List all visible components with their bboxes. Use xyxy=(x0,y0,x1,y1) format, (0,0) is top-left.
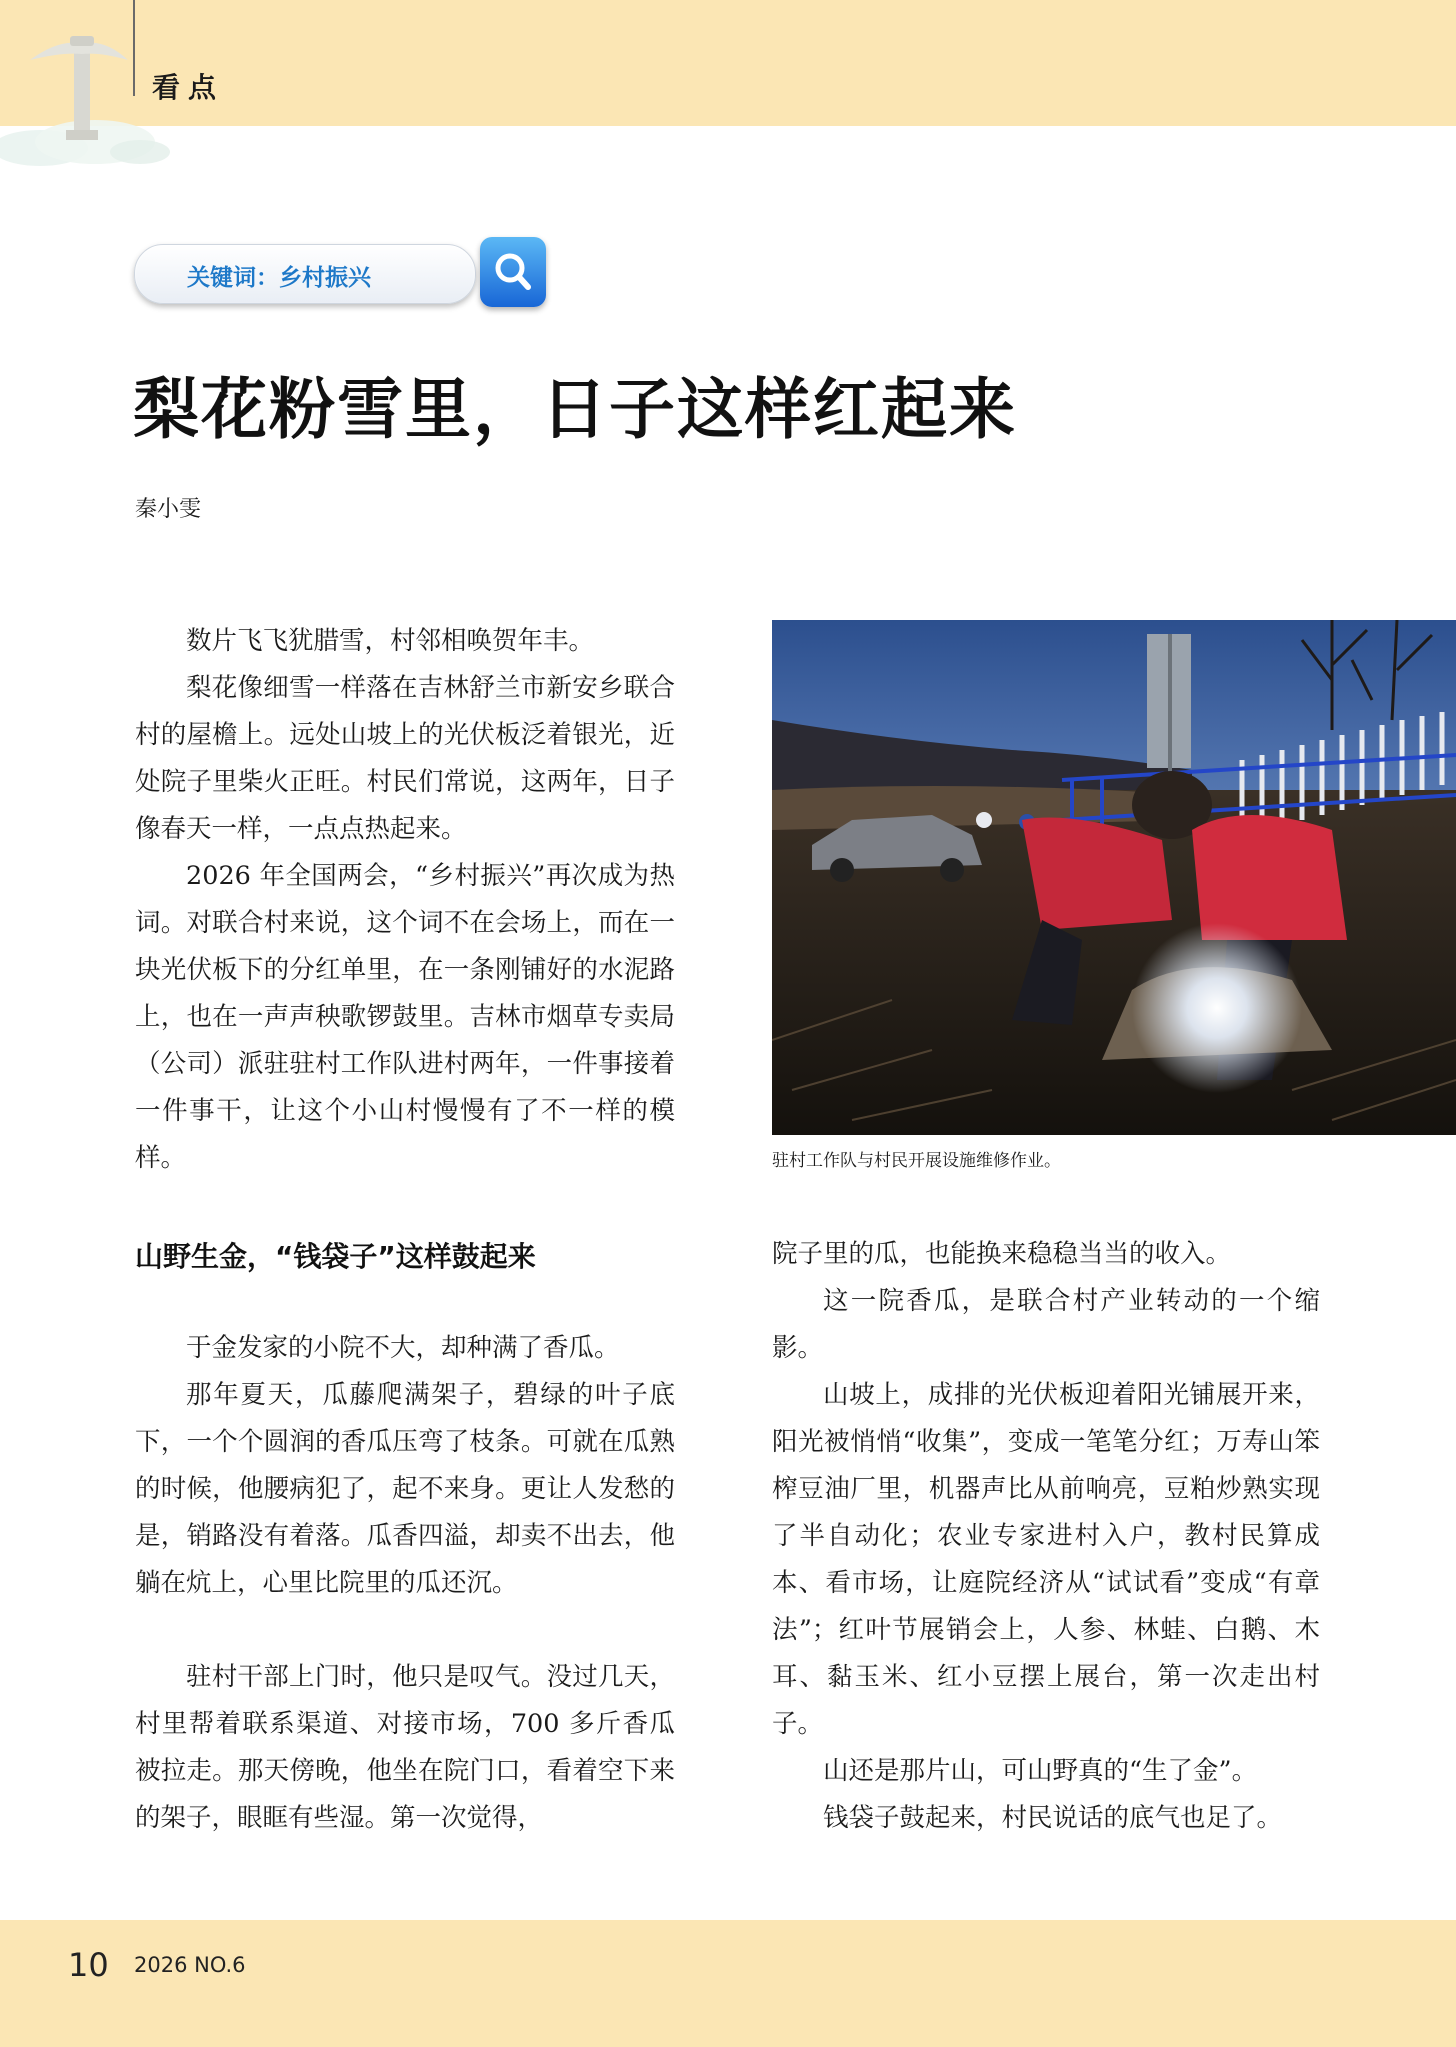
body-paragraph: 这一院香瓜，是联合村产业转动的一个缩影。 xyxy=(772,1286,1320,1363)
photo-caption: 驻村工作队与村民开展设施维修作业。 xyxy=(772,1151,1061,1171)
issue-label: 2026 NO.6 xyxy=(134,1953,246,1977)
body-paragraph: 那年夏天，瓜藤爬满架子，碧绿的叶子底下，一个个圆润的香瓜压弯了枝条。可就在瓜熟的时候，他腰病犯了，起不来身。更让人发愁的是，销路没有着落。瓜香四溢，却卖不出去，他躺在炕上，心里比院里的瓜还沉。 xyxy=(135,1380,675,1598)
intro-paragraph: 2026 年全国两会，“乡村振兴”再次成为热词。对联合村来说，这个词不在会场上，而在一块光伏板下的分红单里，在一条刚铺好的水泥路上，也在一声声秧歌锣鼓里。吉林市烟草专卖局（公司）派驻驻村工作队进村两年，一件事接着一件事干，让这个小山村慢慢有了不一样的模样。 xyxy=(135,861,675,1173)
article-author: 秦小雯 xyxy=(135,497,202,522)
body-paragraph: 驻村干部上门时，他只是叹气。没过几天，村里帮着联系渠道、对接市场，700 多斤香瓜被拉走。那天傍晚，他坐在院门口，看着空下来的架子，眼眶有些湿。第一次觉得， xyxy=(135,1662,675,1833)
intro-paragraph: 数片飞飞犹腊雪，村邻相唤贺年丰。 xyxy=(186,626,595,656)
magnifier-icon xyxy=(480,237,546,307)
body-paragraph: 于金发家的小院不大，却种满了香瓜。 xyxy=(186,1333,620,1363)
body-paragraph-continuation: 院子里的瓜，也能换来稳稳当当的收入。 xyxy=(772,1239,1232,1269)
page-number: 10 xyxy=(68,1946,109,1984)
article-photo xyxy=(772,620,1456,1135)
keyword-text: 关键词：乡村振兴 xyxy=(187,265,371,291)
keyword-pill xyxy=(134,244,476,304)
intro-paragraph: 梨花像细雪一样落在吉林舒兰市新安乡联合村的屋檐上。远处山坡上的光伏板泛着银光，近处院子里柴火正旺。村民们常说，这两年，日子像春天一样，一点点热起来。 xyxy=(135,673,675,844)
body-paragraph: 山还是那片山，可山野真的“生了金”。 xyxy=(823,1756,1258,1786)
article-title: 梨花粉雪里，日子这样红起来 xyxy=(133,371,1017,448)
header-divider xyxy=(133,0,135,96)
huabiao-column-icon xyxy=(0,30,170,180)
section-label: 看点 xyxy=(152,71,225,104)
body-paragraph: 山坡上，成排的光伏板迎着阳光铺展开来，阳光被悄悄“收集”，变成一笔笔分红；万寿山笨榨豆油厂里，机器声比从前响亮，豆粕炒熟实现了半自动化；农业专家进村入户，教村民算成本、看市场，让庭院经济从“试试看”变成“有章法”；红叶节展销会上，人参、林蛙、白鹅、木耳、黏玉米、红小豆摆上展台，第一次走出村子。 xyxy=(772,1380,1320,1739)
header-band xyxy=(0,0,1456,126)
search-button[interactable] xyxy=(480,237,546,307)
section-heading: 山野生金，“钱袋子”这样鼓起来 xyxy=(135,1240,536,1273)
body-paragraph: 钱袋子鼓起来，村民说话的底气也足了。 xyxy=(823,1803,1283,1833)
footer-band xyxy=(0,1920,1456,2047)
